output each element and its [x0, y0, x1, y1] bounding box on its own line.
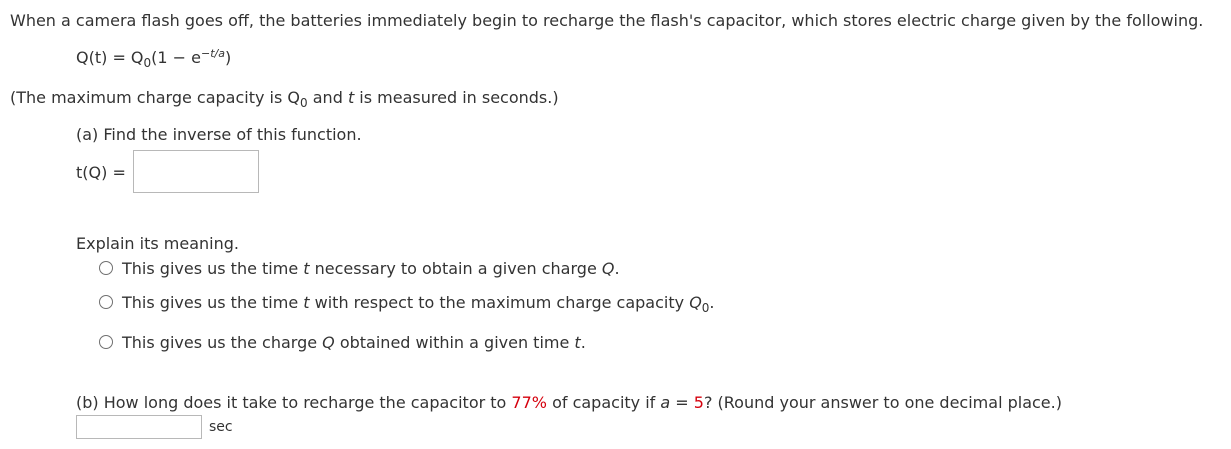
- option-3-post: .: [580, 333, 586, 352]
- note-t: t: [347, 88, 355, 107]
- option-2-sub-zero: 0: [701, 301, 710, 315]
- option-2-post: .: [709, 293, 715, 312]
- charge-formula: [76, 47, 232, 70]
- part-b-p2: of capacity if: [546, 393, 661, 412]
- option-2-pre: This gives us the time: [122, 293, 304, 312]
- note-part3: is measured in seconds.): [354, 88, 559, 107]
- percent-value: 77%: [511, 393, 547, 412]
- option-2-var2: Q: [689, 293, 702, 312]
- a-value: 5: [693, 393, 704, 412]
- option-2-radio[interactable]: [99, 295, 113, 309]
- option-3-label[interactable]: [122, 333, 586, 352]
- formula-close: ): [225, 48, 232, 67]
- capacity-note: [10, 88, 559, 110]
- sec-unit-label: sec: [209, 419, 233, 435]
- option-1-post: .: [614, 259, 620, 278]
- part-b-p1: (b) How long does it take to recharge the capacitor to: [76, 393, 512, 412]
- formula-lhs: Q(t) = Q: [76, 48, 144, 67]
- note-sub-zero: 0: [300, 96, 308, 110]
- option-1-mid: necessary to obtain a given charge: [309, 259, 602, 278]
- note-part1: (The maximum charge capacity is Q: [10, 88, 301, 107]
- part-a-question: (a) Find the inverse of this function.: [76, 125, 362, 144]
- option-3-pre: This gives us the charge: [122, 333, 323, 352]
- recharge-time-input[interactable]: [76, 415, 202, 439]
- option-1-pre: This gives us the time: [122, 259, 304, 278]
- explain-label: Explain its meaning.: [76, 234, 239, 253]
- option-1-var2: Q: [601, 259, 615, 278]
- option-2-label[interactable]: [122, 293, 715, 315]
- option-3-var2: t: [574, 333, 581, 352]
- option-3-var1: Q: [322, 333, 335, 352]
- option-1-label[interactable]: [122, 259, 620, 278]
- formula-mid: (1 − e: [151, 48, 202, 67]
- part-b-a-var: a: [660, 393, 671, 412]
- option-2-mid: with respect to the maximum charge capacity: [309, 293, 690, 312]
- formula-sub-zero: 0: [143, 56, 152, 70]
- part-b-question: [76, 393, 1062, 412]
- part-b-p3: ? (Round your answer to one decimal place.): [703, 393, 1062, 412]
- inverse-answer-input[interactable]: [133, 150, 259, 193]
- formula-exponent: −t/a: [201, 47, 225, 60]
- option-1-radio[interactable]: [99, 261, 113, 275]
- option-3-radio[interactable]: [99, 335, 113, 349]
- part-b-eq: =: [670, 393, 694, 412]
- problem-intro: When a camera flash goes off, the batteries immediately begin to recharge the flash's capacitor, which stores electric charge given by the following.: [10, 11, 1204, 30]
- option-3-mid: obtained within a given time: [334, 333, 575, 352]
- option-2-var1: t: [303, 293, 310, 312]
- inverse-label: t(Q) =: [76, 163, 126, 182]
- option-1-var1: t: [303, 259, 310, 278]
- note-part2: and: [307, 88, 348, 107]
